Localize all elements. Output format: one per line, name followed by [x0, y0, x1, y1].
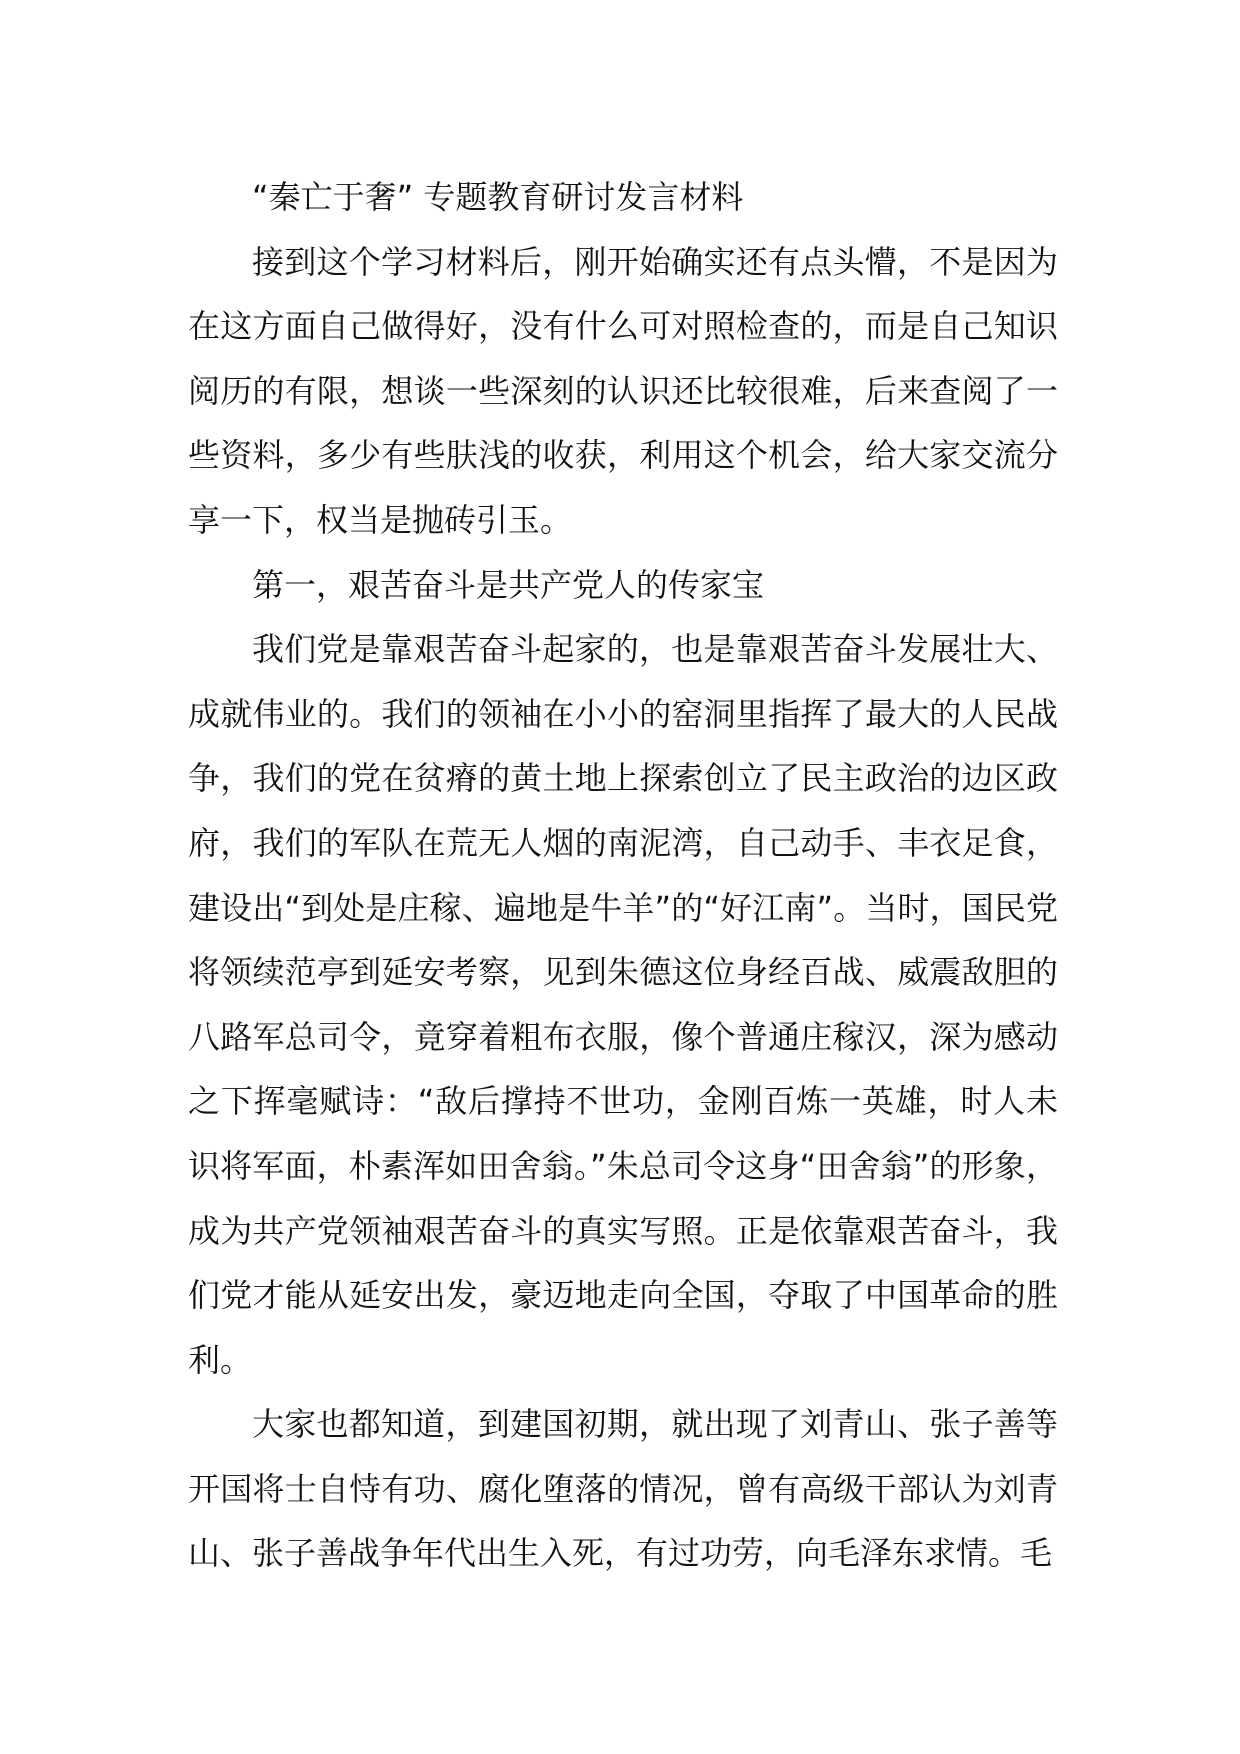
- paragraph-early-republic: 大家也都知道，到建国初期，就出现了刘青山、张子善等开国将士自恃有功、腐化堕落的情况，曾有高级干部认为刘青山、张子善战争年代出生入死，有过功劳，向毛泽东求情。毛: [188, 1405, 1058, 1573]
- document-page: [188, 165, 1058, 1586]
- section-heading-first: 第一，艰苦奋斗是共产党人的传家宝: [252, 565, 765, 604]
- document-title: “秦亡于奢” 专题教育研讨发言材料: [252, 178, 744, 216]
- paragraph-hard-work-history: 我们党是靠艰苦奋斗起家的，也是靠艰苦奋斗发展壮大、成就伟业的。我们的领袖在小小的窑洞里指挥了最大的人民战争，我们的党在贫瘠的黄土地上探索创立了民主政治的边区政府，我们的军队在荒无人烟的南泥湾，自己动手、丰衣足食，建设出“到处是庄稼、遍地是牛羊”的“好江南”。当时，国民党将领续范亭到延安考察，见到朱德这位身经百战、威震敌胆的八路军总司令，竟穿着粗布衣服，像个普通庄稼汉，深为感动之下挥毫赋诗：“敌后撑持不世功，金刚百炼一英雄，时人未识将军面，朴素浑如田舍翁。”朱总司令这身“田舍翁”的形象，成为共产党领袖艰苦奋斗的真实写照。正是依靠艰苦奋斗，我们党才能从延安出发，豪迈地走向全国，夺取了中国革命的胜利。: [188, 630, 1058, 1379]
- paragraph-intro: 接到这个学习材料后，刚开始确实还有点头懵，不是因为在这方面自己做得好，没有什么可对照检查的，而是自己知识阅历的有限，想谈一些深刻的认识还比较很难，后来查阅了一些资料，多少有些肤浅的收获，利用这个机会，给大家交流分享一下，权当是抛砖引玉。: [188, 242, 1058, 539]
